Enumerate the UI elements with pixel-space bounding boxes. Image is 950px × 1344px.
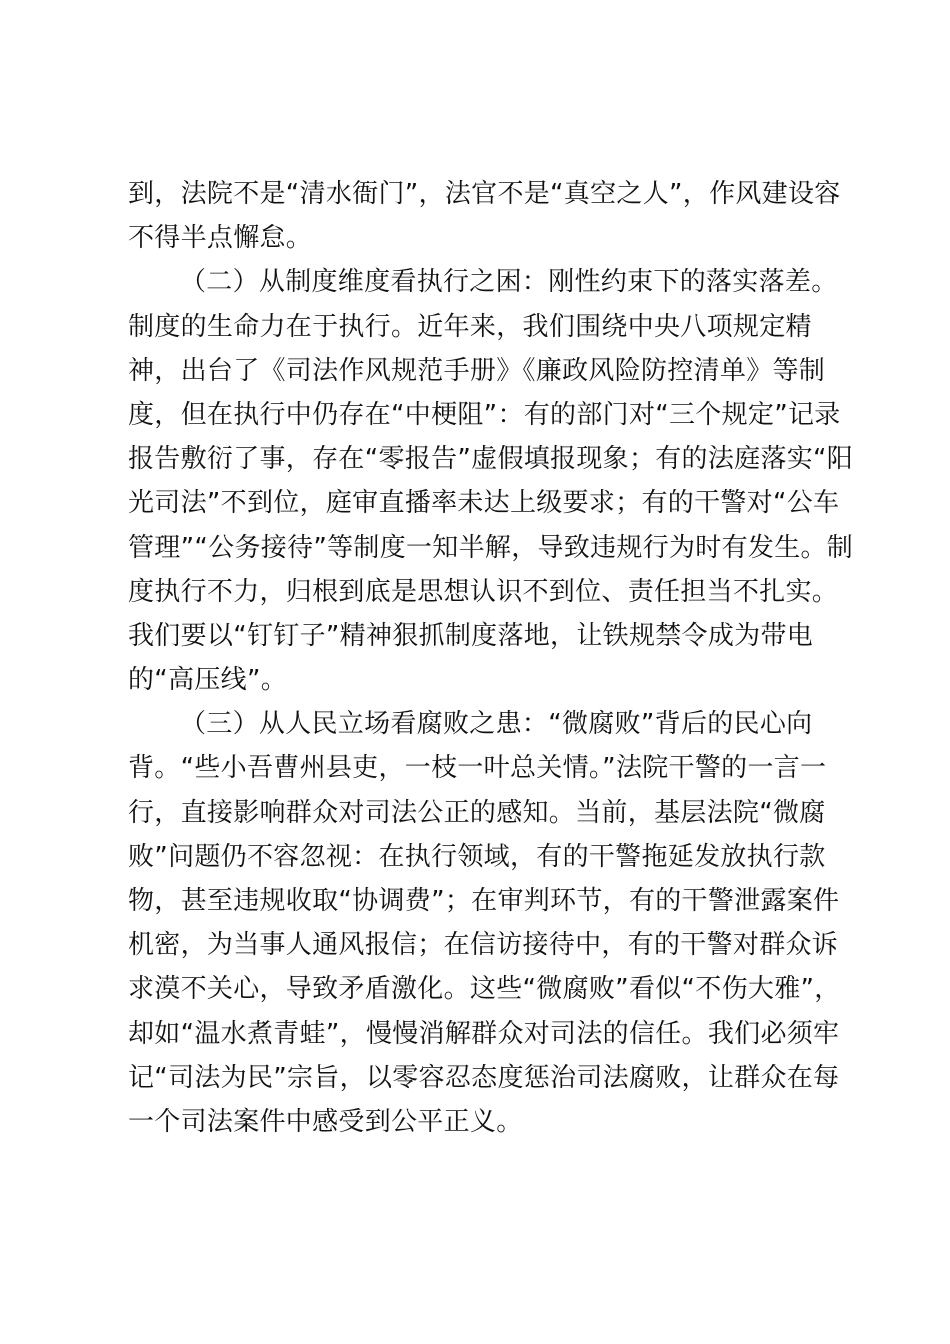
text-line: 求漠不关心，导致矛盾激化。这些“微腐败”看似“不伤大雅”，	[128, 974, 841, 1005]
text-line: 神，出台了《司法作风规范手册》《廉政风险防控清单》等制	[128, 355, 826, 386]
text-line: 到，法院不是“清水衙门”，法官不是“真空之人”，作风建设容	[128, 179, 841, 209]
text-line: 度执行不力，归根到底是思想认识不到位、责任担当不扎实。	[128, 576, 839, 607]
text-line: 管理”“公务接待”等制度一知半解，导致违规行为时有发生。制	[128, 532, 854, 563]
text-line: 物，甚至违规收取“协调费”；在审判环节，有的干警泄露案件	[128, 886, 840, 916]
section-heading-line: （二）从制度维度看执行之困：刚性约束下的落实落差。	[180, 267, 838, 298]
section-heading-line: （三）从人民立场看腐败之患：“微腐败”背后的民心向	[180, 709, 813, 740]
text-line: 败”问题仍不容忽视：在执行领域，有的干警拖延发放执行款	[128, 841, 826, 872]
text-line: 背。“些小吾曹州县吏，一枝一叶总关情。”法院干警的一言一	[128, 753, 827, 784]
body-text	[128, 172, 854, 1144]
text-line: 光司法”不到位，庭审直播率未达上级要求；有的干警对“公车	[128, 488, 840, 519]
text-line: 制度的生命力在于执行。近年来，我们围绕中央八项规定精	[128, 311, 812, 342]
text-line: 行，直接影响群众对司法公正的感知。当前，基层法院“微腐	[128, 797, 826, 828]
text-line: 我们要以“钉钉子”精神狠抓制度落地，让铁规禁令成为带电	[128, 620, 814, 651]
text-line: 的“高压线”。	[128, 665, 288, 696]
text-line: 机密，为当事人通风报信；在信访接待中，有的干警对群众诉	[128, 930, 839, 961]
text-line: 报告敷衍了事，存在“零报告”虚假填报现象；有的法庭落实“阳	[128, 444, 854, 475]
text-line: 度，但在执行中仍存在“中梗阻”：有的部门对“三个规定”记录	[128, 399, 841, 430]
text-line: 一个司法案件中感受到公平正义。	[128, 1106, 523, 1137]
text-line: 不得半点懈怠。	[128, 223, 313, 254]
text-line: 却如“温水煮青蛙”，慢慢消解群众对司法的信任。我们必须牢	[128, 1018, 840, 1049]
text-line: 记“司法为民”宗旨，以零容忍态度惩治司法腐败，让群众在每	[128, 1062, 840, 1093]
